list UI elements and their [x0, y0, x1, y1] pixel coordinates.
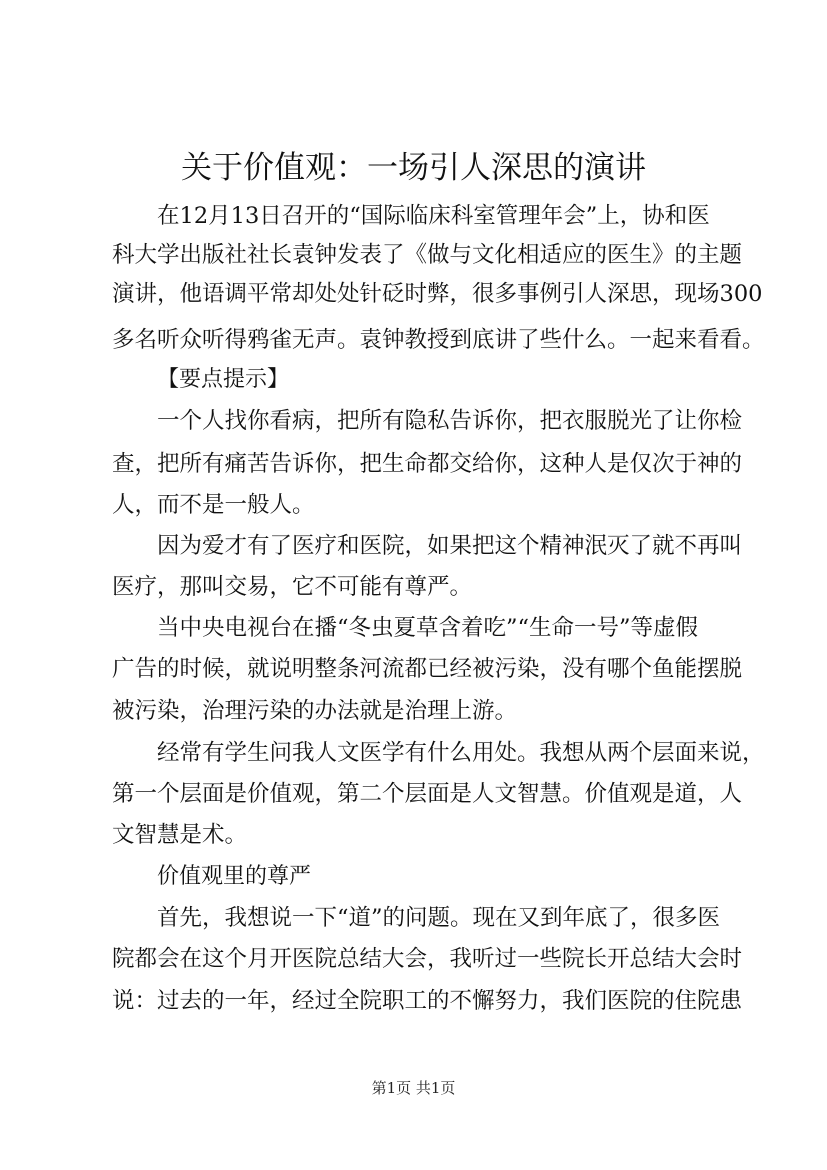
paragraph-line: 多名听众听得鸦雀无声。袁钟教授到底讲了些什么。一起来看看。 — [112, 327, 765, 353]
paragraph-line: 当中央电视台在播“冬虫夏草含着吃”“生命一号”等虚假 — [157, 615, 699, 641]
paragraph-line: 人，而不是一般人。 — [112, 492, 315, 518]
paragraph-line: 被污染，治理污染的办法就是治理上游。 — [112, 698, 518, 724]
paragraph-line: 因为爱才有了医疗和医院，如果把这个精神泯灭了就不再叫 — [157, 533, 743, 559]
paragraph-line: 文智慧是术。 — [112, 822, 248, 848]
paragraph-line: 首先，我想说一下“道”的问题。现在又到年底了，很多医 — [157, 905, 721, 931]
paragraph-line: 演讲，他语调平常却处处针砭时弊，很多事例引人深思，现场300 — [112, 281, 763, 307]
paragraph-line: 广告的时候，就说明整条河流都已经被污染，没有哪个鱼能摆脱 — [112, 656, 743, 682]
page-footer: 第1页 共1页 — [371, 1079, 456, 1097]
document-title: 关于价值观：一场引人深思的演讲 — [181, 150, 646, 186]
paragraph-line: 医疗，那叫交易，它不可能有尊严。 — [112, 574, 473, 600]
paragraph-line: 第一个层面是价值观，第二个层面是人文智慧。价值观是道，人 — [112, 781, 743, 807]
section-heading: 价值观里的尊严 — [157, 864, 312, 889]
section-heading: 【要点提示】 — [157, 367, 290, 392]
paragraph-line: 院都会在这个月开医院总结大会，我听过一些院长开总结大会时 — [112, 946, 743, 972]
paragraph-line: 经常有学生问我人文医学有什么用处。我想从两个层面来说， — [157, 740, 765, 766]
paragraph-line: 在12月13日召开的“国际临床科室管理年会”上，协和医 — [157, 203, 710, 229]
paragraph-line: 一个人找你看病，把所有隐私告诉你，把衣服脱光了让你检 — [157, 408, 743, 434]
paragraph-line: 查，把所有痛苦告诉你，把生命都交给你，这种人是仅次于神的 — [112, 451, 743, 477]
paragraph-line: 科大学出版社社长袁钟发表了《做与文化相适应的医生》的主题 — [112, 242, 743, 268]
paragraph-line: 说：过去的一年，经过全院职工的不懈努力，我们医院的住院患 — [112, 988, 743, 1014]
